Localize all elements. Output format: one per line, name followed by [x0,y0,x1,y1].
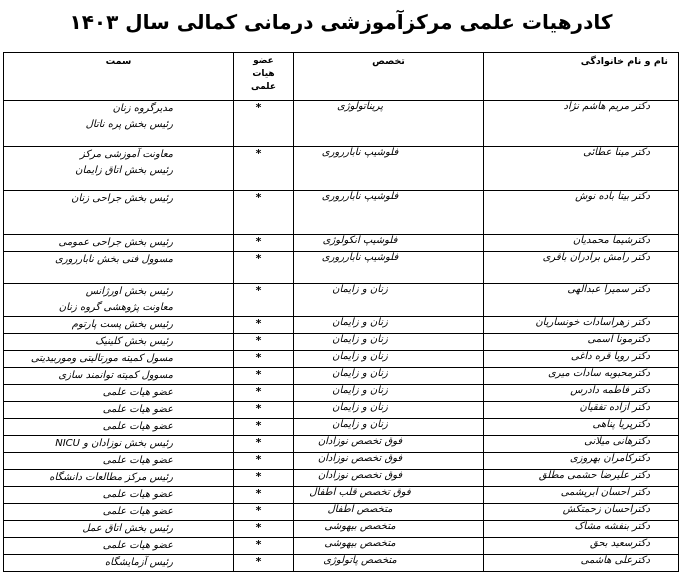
specialty-cell: فوق تخصص نوزادان [294,453,484,470]
position-line: رئیس بخش نوزادان و NICU [55,438,173,449]
table-row [4,419,679,436]
table-row [4,368,679,385]
specialty-cell: زنان و زایمان [294,419,484,436]
position-cell [4,504,234,521]
faculty-mark: * [255,402,262,415]
header-name: نام و نام خانوادگی [484,53,679,101]
table-row [4,334,679,351]
name-cell: دکترمونا اسمی [484,334,679,351]
position-cell [4,436,234,453]
name-cell: دکترهانی میلانی [484,436,679,453]
position-line: عضو هیات علمی [102,506,173,517]
faculty-mark: * [255,385,262,398]
faculty-cell [234,252,294,284]
name-cell: دکترسعید بحق [484,538,679,555]
position-line: رئیس بخش اتاق عمل [82,523,173,534]
position-line: رئیس بخش کلینیک [95,336,173,347]
specialty-cell: زنان و زایمان [294,334,484,351]
name-cell: دکترعلی هاشمی [484,555,679,572]
position-line: رئیس بخش پره ناتال [85,119,173,130]
table-row [4,147,679,191]
name-cell: دکتر سمیرا عبدالهی [484,284,679,317]
position-line: رئیس بخش جراحی زنان [71,193,173,204]
position-cell [4,419,234,436]
header-faculty-line: عضو [253,56,274,66]
position-cell [4,351,234,368]
table-row [4,504,679,521]
table-row [4,317,679,334]
faculty-cell [234,101,294,147]
specialty-cell: متخصص بیهوشی [294,521,484,538]
name-cell: دکتر رویا قره داغی [484,351,679,368]
position-cell [4,385,234,402]
faculty-cell [234,555,294,572]
faculty-cell [234,351,294,368]
name-cell: دکتر مریم هاشم نژاد [484,101,679,147]
table-row [4,284,679,317]
faculty-mark: * [255,147,262,160]
faculty-mark: * [255,470,262,483]
faculty-cell [234,487,294,504]
faculty-cell [234,368,294,385]
name-cell: دکترشیما محمدیان [484,235,679,252]
faculty-mark: * [255,101,262,114]
faculty-cell [234,235,294,252]
faculty-mark: * [255,453,262,466]
position-cell [4,191,234,235]
position-cell [4,235,234,252]
faculty-mark: * [255,191,262,204]
table-header-row [4,53,679,101]
faculty-cell [234,538,294,555]
position-line: رئیس بخش پست پارتوم [71,319,173,330]
faculty-mark: * [255,555,262,568]
faculty-cell [234,453,294,470]
table-row [4,235,679,252]
faculty-cell [234,385,294,402]
header-faculty-line: هیات [252,69,275,79]
specialty-cell: زنان و زایمان [294,317,484,334]
name-cell: دکترمحبوبه سادات میری [484,368,679,385]
faculty-mark: * [255,334,262,347]
position-cell [4,521,234,538]
position-cell [4,555,234,572]
position-cell [4,147,234,191]
name-cell: دکتر زهراسادات خونساریان [484,317,679,334]
faculty-cell [234,470,294,487]
specialty-cell: فلوشیپ نابارروری [294,252,484,284]
position-cell [4,252,234,284]
position-line: عضو هیات علمی [102,540,173,551]
table-row [4,402,679,419]
faculty-mark: * [255,419,262,432]
table-row [4,470,679,487]
faculty-cell [234,147,294,191]
position-line: عضو هیات علمی [102,455,173,466]
faculty-cell [234,419,294,436]
name-cell: دکتر آزاده تفقیان [484,402,679,419]
header-faculty-line: علمی [251,82,276,92]
faculty-mark: * [255,538,262,551]
specialty-cell: فلوشیپ انکولوژی [294,235,484,252]
position-line: مسول کمیته مورتالیتی وموربیدیتی [30,353,173,364]
faculty-mark: * [255,521,262,534]
faculty-cell [234,284,294,317]
position-line: عضو هیات علمی [102,404,173,415]
specialty-cell: زنان و زایمان [294,351,484,368]
name-cell: دکتراحسان زحمتکش [484,504,679,521]
faculty-table [3,52,679,572]
specialty-cell: متخصص بیهوشی [294,538,484,555]
faculty-mark: * [255,235,262,248]
name-cell: دکتر مینا عطائی [484,147,679,191]
specialty-cell: زنان و زایمان [294,385,484,402]
position-line: عضو هیات علمی [102,489,173,500]
position-line: عضو هیات علمی [102,387,173,398]
table-row [4,538,679,555]
table-row [4,101,679,147]
table-row [4,555,679,572]
position-cell [4,538,234,555]
specialty-cell: زنان و زایمان [294,368,484,385]
faculty-cell [234,504,294,521]
position-line: مسوول کمیته توانمند سازی [58,370,173,381]
faculty-mark: * [255,436,262,449]
faculty-cell [234,521,294,538]
table-row [4,453,679,470]
name-cell: دکتر علیرضا حشمی مطلق [484,470,679,487]
header-specialty: تخصص [294,53,484,101]
specialty-cell: فلوشیپ نابارروری [294,147,484,191]
name-cell: دکتر بنفشه مشاک [484,521,679,538]
specialty-cell: فوق تخصص نوزادان [294,436,484,453]
table-row [4,487,679,504]
faculty-cell [234,317,294,334]
table-row [4,521,679,538]
position-cell [4,402,234,419]
faculty-mark: * [255,504,262,517]
position-line: رئیس آزمایشگاه [104,557,173,568]
name-cell: دکتر فاطمه دادرس [484,385,679,402]
specialty-cell: متخصص پاتولوژی [294,555,484,572]
position-cell [4,334,234,351]
specialty-cell: متخصص اطفال [294,504,484,521]
table-row [4,252,679,284]
specialty-cell: فوق تخصص قلب اطفال [294,487,484,504]
faculty-mark: * [255,284,262,297]
position-cell [4,284,234,317]
faculty-mark: * [255,252,262,265]
position-line: معاونت پژوهشی گروه زنان [58,302,173,313]
specialty-cell: فلوشیپ نابارروری [294,191,484,235]
name-cell: دکتر احسان ابریشمی [484,487,679,504]
faculty-mark: * [255,368,262,381]
table-body [4,101,679,572]
table-row [4,385,679,402]
faculty-mark: * [255,317,262,330]
table-row [4,191,679,235]
name-cell: دکتر بیتا باده نوش [484,191,679,235]
faculty-mark: * [255,487,262,500]
position-cell [4,487,234,504]
position-line: مسوول فنی بخش نابارروری [55,254,173,265]
position-cell [4,368,234,385]
header-faculty [234,53,294,101]
specialty-cell: زنان و زایمان [294,284,484,317]
position-cell [4,317,234,334]
faculty-cell [234,191,294,235]
position-line: رئیس بخش اورژانس [85,286,173,297]
position-line: معاونت آموزشی مرکز [79,149,173,160]
position-line: رئیس مرکز مطالعات دانشگاه [49,472,173,483]
position-cell [4,453,234,470]
faculty-mark: * [255,351,262,364]
table-row [4,351,679,368]
name-cell: دکتر رامش برادران باقری [484,252,679,284]
position-line: رئیس بخش جراحی عمومی [58,237,173,248]
table-row [4,436,679,453]
position-cell [4,101,234,147]
faculty-cell [234,436,294,453]
faculty-cell [234,334,294,351]
specialty-cell: پریناتولوژی [294,101,484,147]
position-cell [4,470,234,487]
position-line: عضو هیات علمی [102,421,173,432]
faculty-cell [234,402,294,419]
header-position: سمت [4,53,234,101]
name-cell: دکترکامران بهروزی [484,453,679,470]
position-line: مدیرگروه زنان [112,103,173,114]
position-line: رئیس بخش اتاق زایمان [75,165,173,176]
specialty-cell: فوق تخصص نوزادان [294,470,484,487]
specialty-cell: زنان و زایمان [294,402,484,419]
name-cell: دکترپریا پناهی [484,419,679,436]
document-title: کادرهیات علمی مرکزآموزشی درمانی کمالی سال ۱۴۰۳ [69,10,613,34]
